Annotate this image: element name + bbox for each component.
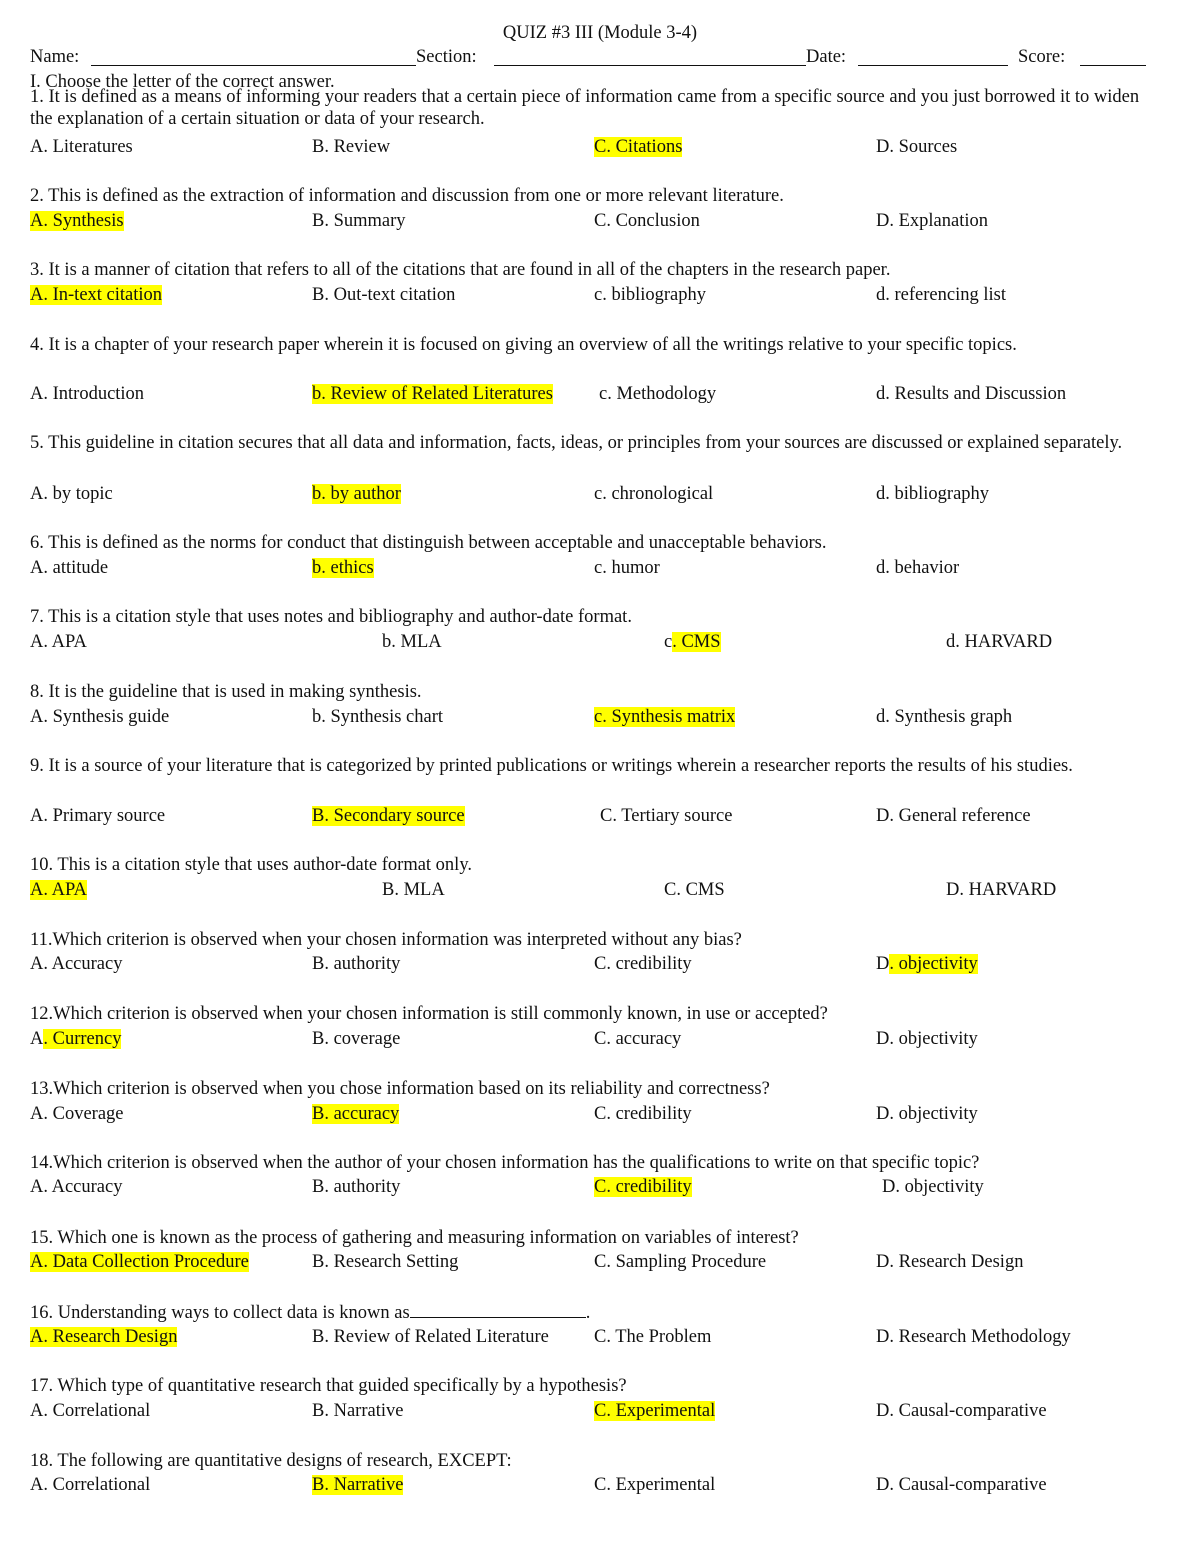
question-14-option-4[interactable] (882, 1176, 984, 1198)
option-label: C. Sampling Procedure (594, 1252, 767, 1272)
option-label: B. authority (312, 954, 401, 974)
question-3-option-4[interactable] (876, 284, 1006, 306)
question-5-option-2[interactable] (312, 483, 401, 505)
question-prompt: 16. Understanding ways to collect data is known as (30, 1303, 410, 1323)
option-label: A. Literatures (30, 137, 133, 157)
option-label: d. HARVARD (946, 632, 1053, 652)
highlighted-answer: A. Research Design (30, 1327, 178, 1347)
question-prompt: 10. This is a citation style that uses author-date format only. (30, 855, 472, 875)
question-16-option-4[interactable] (876, 1326, 1071, 1348)
question-prompt: 6. This is defined as the norms for conduct that distinguish between acceptable and unacceptable behaviors. (30, 533, 827, 553)
highlighted-answer: b. by author (312, 484, 401, 504)
option-label: B. Review (312, 137, 391, 157)
score-label: Score: (1018, 47, 1066, 67)
question-prompt: 17. Which type of quantitative research that guided specifically by a hypothesis? (30, 1376, 627, 1396)
option-label: c. chronological (594, 484, 714, 504)
question-15-option-4[interactable] (876, 1251, 1023, 1273)
option-label: A. Correlational (30, 1475, 151, 1495)
option-label: D. objectivity (882, 1177, 984, 1197)
option-label: B. Review of Related Literature (312, 1327, 549, 1347)
question-1-text (30, 86, 1148, 130)
option-label: d. behavior (876, 558, 960, 578)
question-4-option-3[interactable] (599, 383, 716, 405)
question-18-option-4[interactable] (876, 1474, 1047, 1496)
option-label: b. Synthesis chart (312, 707, 444, 727)
option-label: C. accuracy (594, 1029, 682, 1049)
option-letter: c (664, 632, 673, 652)
question-4-option-2[interactable] (312, 383, 553, 405)
question-6-option-1[interactable] (30, 557, 108, 579)
question-1-option-3[interactable] (594, 136, 682, 158)
question-2-option-3[interactable] (594, 210, 700, 232)
question-10-option-3[interactable] (664, 879, 725, 901)
highlighted-answer: B. Narrative (312, 1475, 404, 1495)
question-10-option-2[interactable] (382, 879, 445, 901)
option-label: c. Methodology (599, 384, 717, 404)
question-prompt: 7. This is a citation style that uses notes and bibliography and author-date format. (30, 607, 632, 627)
question-2-option-1[interactable] (30, 210, 124, 232)
question-17-text (30, 1375, 1148, 1397)
question-prompt: 13.Which criterion is observed when you chose information based on its reliability and correctness? (30, 1079, 770, 1099)
highlighted-answer: A. Synthesis (30, 211, 124, 231)
question-7-option-1[interactable] (30, 631, 87, 653)
score-blank[interactable] (1080, 65, 1146, 66)
question-16-option-1[interactable] (30, 1326, 177, 1348)
question-18-text (30, 1450, 1148, 1472)
question-18-option-1[interactable] (30, 1474, 150, 1496)
question-13-text (30, 1078, 1148, 1100)
question-16-option-2[interactable] (312, 1326, 549, 1348)
question-13-option-2[interactable] (312, 1103, 399, 1125)
question-9-option-3[interactable] (600, 805, 732, 827)
highlighted-answer: b. ethics (312, 558, 374, 578)
question-prompt: 9. It is a source of your literature that is categorized by printed publications or writings wherein a researcher reports the results of his studies. (30, 756, 1073, 776)
option-label: D. Causal-comparative (876, 1401, 1047, 1421)
question-prompt: 2. This is defined as the extraction of information and discussion from one or more relevant literature. (30, 186, 784, 206)
question-9-option-1[interactable] (30, 805, 165, 827)
highlighted-answer: A. APA (30, 880, 87, 900)
question-2-text (30, 185, 1148, 207)
option-label: C. The Problem (594, 1327, 712, 1347)
highlighted-answer: A. Data Collection Procedure (30, 1252, 249, 1272)
question-8-text (30, 681, 1148, 703)
question-12-option-3[interactable] (594, 1028, 681, 1050)
question-14-option-1[interactable] (30, 1176, 122, 1198)
question-1-option-1[interactable] (30, 136, 133, 158)
question-11-option-1[interactable] (30, 953, 122, 975)
option-label: C. Experimental (594, 1475, 716, 1495)
option-label: A. Introduction (30, 384, 145, 404)
section-label: Section: (416, 47, 477, 67)
question-4-option-4[interactable] (876, 383, 1066, 405)
highlighted-answer: b. Review of Related Literatures (312, 384, 553, 404)
question-10-option-1[interactable] (30, 879, 87, 901)
option-label: c. bibliography (594, 285, 707, 305)
name-blank[interactable] (91, 65, 416, 66)
question-2-option-4[interactable] (876, 210, 988, 232)
question-11-text (30, 929, 1148, 951)
question-15-option-3[interactable] (594, 1251, 766, 1273)
question-prompt: 15. Which one is known as the process of gathering and measuring information on variables of interest? (30, 1228, 799, 1248)
option-label: B. MLA (382, 880, 445, 900)
option-label: D. objectivity (876, 1104, 978, 1124)
question-17-option-3[interactable] (594, 1400, 715, 1422)
question-prompt: 3. It is a manner of citation that refers to all of the citations that are found in all of the chapters in the research paper. (30, 260, 891, 280)
question-3-option-1[interactable] (30, 284, 162, 306)
question-14-option-2[interactable] (312, 1176, 400, 1198)
question-7-option-2[interactable] (382, 631, 442, 653)
question-17-option-1[interactable] (30, 1400, 150, 1422)
question-5-option-4[interactable] (876, 483, 989, 505)
option-label: d. bibliography (876, 484, 990, 504)
question-3-option-3[interactable] (594, 284, 706, 306)
option-label: C. credibility (594, 1104, 692, 1124)
highlighted-answer: B. accuracy (312, 1104, 400, 1124)
option-label: D. Sources (876, 137, 958, 157)
highlighted-answer: . CMS (672, 632, 721, 652)
question-12-option-4[interactable] (876, 1028, 978, 1050)
question-prompt: 18. The following are quantitative designs of research, EXCEPT: (30, 1451, 512, 1471)
option-label: B. Narrative (312, 1401, 404, 1421)
option-label: d. Synthesis graph (876, 707, 1013, 727)
question-5-option-3[interactable] (594, 483, 713, 505)
question-11-option-4[interactable] (876, 953, 978, 975)
option-label: B. Research Setting (312, 1252, 459, 1272)
option-label: A. attitude (30, 558, 109, 578)
answer-blank[interactable] (410, 1301, 586, 1318)
option-label: A. APA (30, 632, 87, 652)
quiz-title: QUIZ #3 III (Module 3-4) (502, 23, 698, 43)
option-label: B. coverage (312, 1029, 401, 1049)
question-16-option-3[interactable] (594, 1326, 711, 1348)
question-15-text (30, 1227, 1148, 1249)
question-13-option-3[interactable] (594, 1103, 692, 1125)
highlighted-answer: A. In-text citation (30, 285, 163, 305)
option-label: D. objectivity (876, 1029, 978, 1049)
question-11-option-3[interactable] (594, 953, 692, 975)
option-label: A. Accuracy (30, 954, 123, 974)
option-letter: A (30, 1029, 44, 1049)
option-label: D. Explanation (876, 211, 989, 231)
date-blank[interactable] (858, 65, 1008, 66)
question-13-option-1[interactable] (30, 1103, 124, 1125)
section-blank[interactable] (494, 65, 806, 66)
option-label: c. humor (594, 558, 660, 578)
question-6-text (30, 532, 1148, 554)
question-prompt: 8. It is the guideline that is used in making synthesis. (30, 682, 422, 702)
option-label: A. by topic (30, 484, 113, 504)
option-label: C. Tertiary source (600, 806, 733, 826)
question-16-text (30, 1301, 1148, 1324)
option-label: D. Research Methodology (876, 1327, 1071, 1347)
date-label: Date: (806, 47, 847, 67)
option-label: d. referencing list (876, 285, 1006, 305)
question-2-option-2[interactable] (312, 210, 406, 232)
question-4-option-1[interactable] (30, 383, 144, 405)
option-label: d. Results and Discussion (876, 384, 1067, 404)
question-4-text (30, 334, 1148, 356)
question-8-option-1[interactable] (30, 706, 169, 728)
question-10-text (30, 854, 1148, 876)
highlighted-answer: c. Synthesis matrix (594, 707, 736, 727)
option-label: D. HARVARD (946, 880, 1057, 900)
question-3-text (30, 259, 1148, 281)
highlighted-answer: . objectivity (889, 954, 978, 974)
option-label: D. General reference (876, 806, 1031, 826)
question-6-option-2[interactable] (312, 557, 374, 579)
highlighted-answer: C. Experimental (594, 1401, 716, 1421)
question-3-option-2[interactable] (312, 284, 455, 306)
highlighted-answer: . Currency (43, 1029, 122, 1049)
question-14-text (30, 1152, 1148, 1174)
option-label: A. Coverage (30, 1104, 124, 1124)
question-prompt: 1. It is defined as a means of informing your readers that a certain piece of information came from a specific source and you just borrowed it to widen the explanation of a certain situation or data of your research. (30, 87, 1140, 129)
question-5-option-1[interactable] (30, 483, 113, 505)
highlighted-answer: C. Citations (594, 137, 683, 157)
highlighted-answer: C. credibility (594, 1177, 692, 1197)
question-13-option-4[interactable] (876, 1103, 978, 1125)
question-14-option-3[interactable] (594, 1176, 692, 1198)
question-prompt: 14.Which criterion is observed when the author of your chosen information has the qualifications to write on that specific topic? (30, 1153, 980, 1173)
option-label: C. credibility (594, 954, 692, 974)
question-prompt: 5. This guideline in citation secures that all data and information, facts, ideas, or principles from your sources are discussed or explained separately. (30, 433, 1123, 453)
question-12-option-1[interactable] (30, 1028, 121, 1050)
question-12-option-2[interactable] (312, 1028, 400, 1050)
question-18-option-2[interactable] (312, 1474, 403, 1496)
question-12-text (30, 1003, 1148, 1025)
option-label: C. Conclusion (594, 211, 700, 231)
option-label: C. CMS (664, 880, 725, 900)
option-label: A. Correlational (30, 1401, 151, 1421)
option-label: D. Research Design (876, 1252, 1024, 1272)
question-8-option-2[interactable] (312, 706, 443, 728)
question-prompt: 12.Which criterion is observed when your chosen information is still commonly known, in use or accepted? (30, 1004, 828, 1024)
question-8-option-3[interactable] (594, 706, 735, 728)
question-17-option-2[interactable] (312, 1400, 403, 1422)
question-15-option-2[interactable] (312, 1251, 458, 1273)
option-label: B. Out-text citation (312, 285, 456, 305)
question-prompt-end: . (585, 1303, 591, 1323)
question-7-text (30, 606, 1148, 628)
question-7-option-3[interactable] (664, 631, 721, 653)
option-label: A. Accuracy (30, 1177, 123, 1197)
question-9-option-4[interactable] (876, 805, 1031, 827)
option-label: B. authority (312, 1177, 401, 1197)
instructions: I. Choose the letter of the correct answer. (30, 72, 335, 92)
question-15-option-1[interactable] (30, 1251, 249, 1273)
question-prompt: 4. It is a chapter of your research paper wherein it is focused on giving an overview of all the writings relative to your specific topics. (30, 335, 1017, 355)
question-1-option-2[interactable] (312, 136, 390, 158)
option-label: B. Summary (312, 211, 406, 231)
question-8-option-4[interactable] (876, 706, 1012, 728)
question-17-option-4[interactable] (876, 1400, 1047, 1422)
option-label: D. Causal-comparative (876, 1475, 1047, 1495)
option-label: A. Primary source (30, 806, 166, 826)
question-11-option-2[interactable] (312, 953, 400, 975)
option-label: A. Synthesis guide (30, 707, 170, 727)
name-label: Name: (30, 47, 80, 67)
question-9-text (30, 755, 1148, 777)
question-10-option-4[interactable] (946, 879, 1056, 901)
option-letter: D (876, 954, 890, 974)
question-18-option-3[interactable] (594, 1474, 715, 1496)
question-9-option-2[interactable] (312, 805, 465, 827)
question-6-option-3[interactable] (594, 557, 660, 579)
question-5-text (30, 432, 1148, 454)
question-7-option-4[interactable] (946, 631, 1052, 653)
question-6-option-4[interactable] (876, 557, 959, 579)
question-prompt: 11.Which criterion is observed when your chosen information was interpreted without any bias? (30, 930, 742, 950)
highlighted-answer: B. Secondary source (312, 806, 465, 826)
option-label: b. MLA (382, 632, 442, 652)
question-1-option-4[interactable] (876, 136, 957, 158)
